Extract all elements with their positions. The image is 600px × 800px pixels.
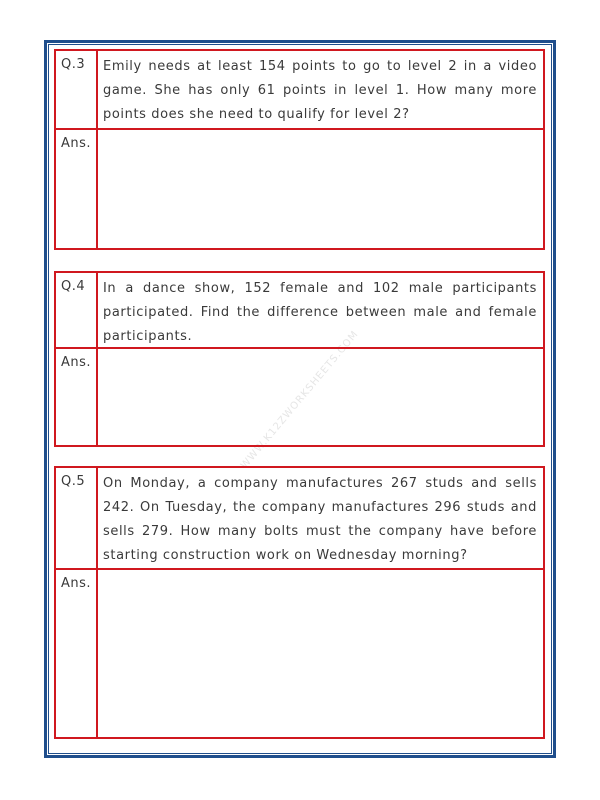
question-number: Q.4 (56, 273, 98, 347)
answer-row (56, 568, 543, 737)
answer-label: Ans. (56, 130, 98, 248)
answer-row (56, 347, 543, 445)
answer-label: Ans. (56, 349, 98, 445)
question-text: Emily needs at least 154 points to go to level 2 in a video game. She has only 61 points in level 1. How many more points does she need to qualify for level 2? (103, 59, 537, 122)
question-row (56, 468, 543, 568)
answer-space[interactable] (98, 130, 543, 248)
question-number: Q.5 (56, 468, 98, 568)
answer-space[interactable] (98, 349, 543, 445)
question-text: On Monday, a company manufactures 267 studs and sells 242. On Tuesday, the company manufactures 296 studs and sells 279. How many bolts must the company have before starting construction work on Wednesday morning? (103, 476, 537, 563)
answer-row (56, 128, 543, 248)
question-text: In a dance show, 152 female and 102 male participants participated. Find the difference between male and female participants. (103, 281, 537, 344)
watermark: WWW.K12ZWORKSHEETS.COM (238, 328, 362, 472)
question-row (56, 273, 543, 347)
question-number: Q.3 (56, 51, 98, 128)
question-block-3 (54, 49, 545, 250)
question-row (56, 51, 543, 128)
answer-space[interactable] (98, 570, 543, 737)
question-block-4 (54, 271, 545, 447)
question-block-5 (54, 466, 545, 739)
answer-label: Ans. (56, 570, 98, 737)
